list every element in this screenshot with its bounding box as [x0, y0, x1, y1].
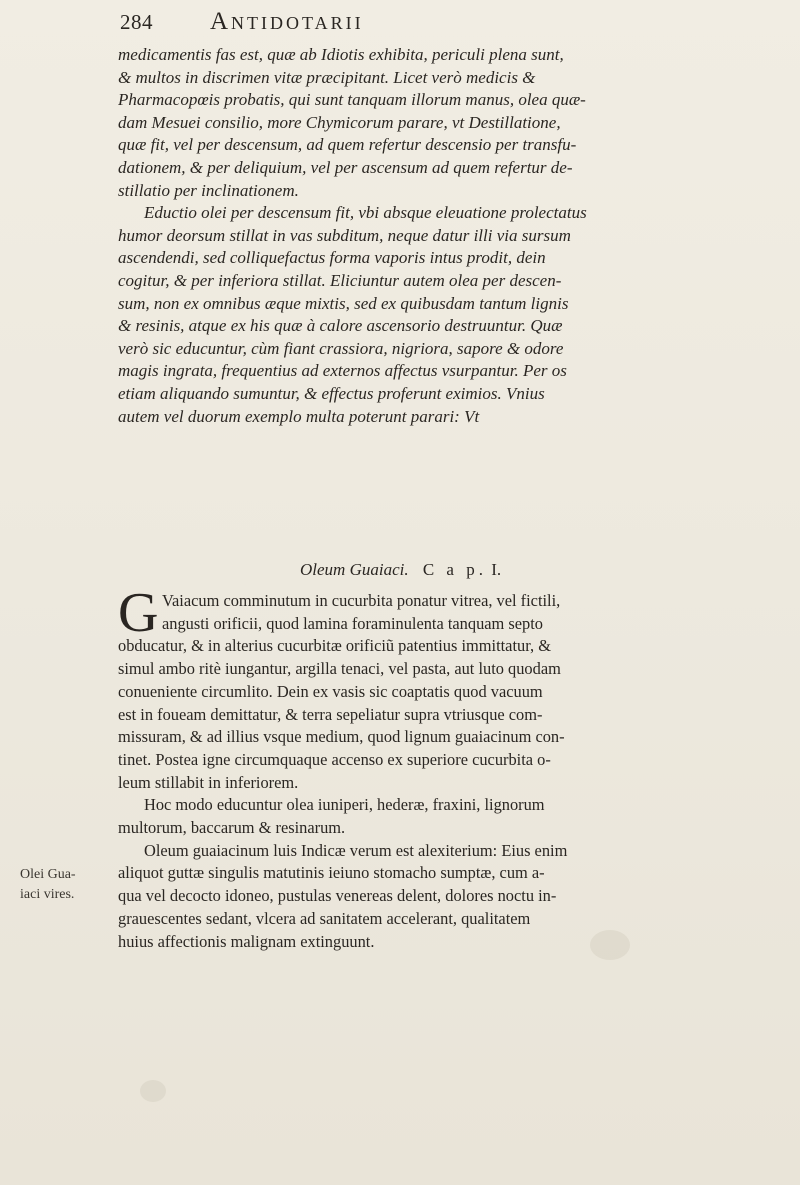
text-line: autem vel duorum exemplo multa poterunt parari: Vt — [118, 406, 480, 426]
text-line: stillatio per inclinationem. — [118, 180, 299, 200]
text-line: multorum, baccarum & resinarum. — [118, 818, 346, 838]
text-line: verò sic educuntur, cùm fiant crassiora, nigriora, sapore & odore — [118, 338, 564, 358]
text-line: cogitur, & per inferiora stillat. Eliciuntur autem olea per descen- — [118, 270, 562, 290]
text-line: leum stillabit in inferiorem. — [118, 772, 299, 792]
page-number: 284 — [120, 10, 153, 34]
text-line: dationem, & per deliquium, vel per ascensum ad quem refertur de- — [118, 157, 573, 177]
text-line: tinet. Postea igne circumquaque accenso ex superiore cucurbita o- — [118, 749, 551, 769]
text-line: qua vel decocto idoneo, pustulas venereas delent, dolores noctu in- — [118, 886, 557, 906]
paper-stain — [140, 1080, 166, 1102]
text-line: & resinis, atque ex his quæ à calore ascensorio destruuntur. Quæ — [118, 316, 563, 336]
text-line: Pharmacopœis probatis, qui sunt tanquam illorum manus, olea quæ- — [118, 90, 586, 110]
text-line: Hoc modo educuntur olea iuniperi, hederæ, fraxini, lignorum — [144, 795, 545, 815]
text-line: ascendendi, sed colliquefactus forma vaporis intus prodit, dein — [118, 248, 546, 268]
italic-text-block — [118, 44, 783, 428]
text-line: conueniente circumlito. Dein ex vasis sic coaptatis quod vacuum — [118, 681, 543, 701]
text-line: missuram, & ad illius vsque medium, quod lignum guaiacinum con- — [118, 727, 565, 747]
roman-text-block — [118, 582, 783, 953]
margin-note — [20, 865, 110, 905]
chapter-label: C a p. — [422, 560, 487, 579]
text-line: humor deorsum stillat in vas subditum, neque datur illi via sursum — [118, 225, 571, 245]
chapter-title: Oleum Guaiaci. — [300, 560, 409, 579]
text-line: aliquot guttæ singulis matutinis ieiuno stomacho sumptæ, cum a- — [118, 863, 545, 883]
text-line: huius affectionis malignam extinguunt. — [118, 931, 375, 951]
chapter-heading — [300, 560, 700, 580]
text-line: simul ambo ritè iungantur, argilla tenaci, vel pasta, aut luto quodam — [118, 659, 561, 679]
text-line: obducatur, & in alterius cucurbitæ orificiũ patentius immittatur, & — [118, 636, 551, 656]
text-line: grauescentes sedant, vlcera ad sanitatem accelerant, qualitatem — [118, 908, 531, 928]
text-line: angusti orificii, quod lamina foraminulenta tanquam septo — [162, 613, 543, 633]
text-line: est in foueam demittatur, & terra sepeliatur supra vtriusque com- — [118, 704, 543, 724]
text-line: etiam aliquando sumuntur, & effectus proferunt eximios. Vnius — [118, 383, 545, 403]
margin-note-line: iaci vires. — [20, 887, 75, 902]
chapter-number: I. — [491, 560, 502, 579]
text-line: Oleum guaiacinum luis Indicæ verum est alexiterium: Eius enim — [144, 840, 568, 860]
text-line: & multos in discrimen vitæ præcipitant. Licet verò medicis & — [118, 67, 536, 87]
text-line: dam Mesuei consilio, more Chymicorum parare, vt Destillatione, — [118, 112, 561, 132]
page-header — [120, 10, 780, 42]
margin-note-line: Olei Gua- — [20, 867, 76, 882]
text-line: Vaiacum comminutum in cucurbita ponatur vitrea, vel fictili, — [162, 591, 561, 610]
text-line: sum, non ex omnibus æque mixtis, sed ex quibusdam tantum lignis — [118, 293, 569, 313]
drop-cap: G — [118, 582, 159, 644]
text-line: medicamentis fas est, quæ ab Idiotis exhibita, periculi plena sunt, — [118, 45, 564, 64]
running-head: Antidotarii — [210, 8, 364, 35]
text-line: magis ingrata, frequentius ad externos affectus vsurpantur. Per os — [118, 361, 567, 381]
text-line: quæ fit, vel per descensum, ad quem refertur descensio per transfu- — [118, 135, 577, 155]
text-line: Eductio olei per descensum fit, vbi absque eleuatione prolectatus — [144, 203, 587, 223]
